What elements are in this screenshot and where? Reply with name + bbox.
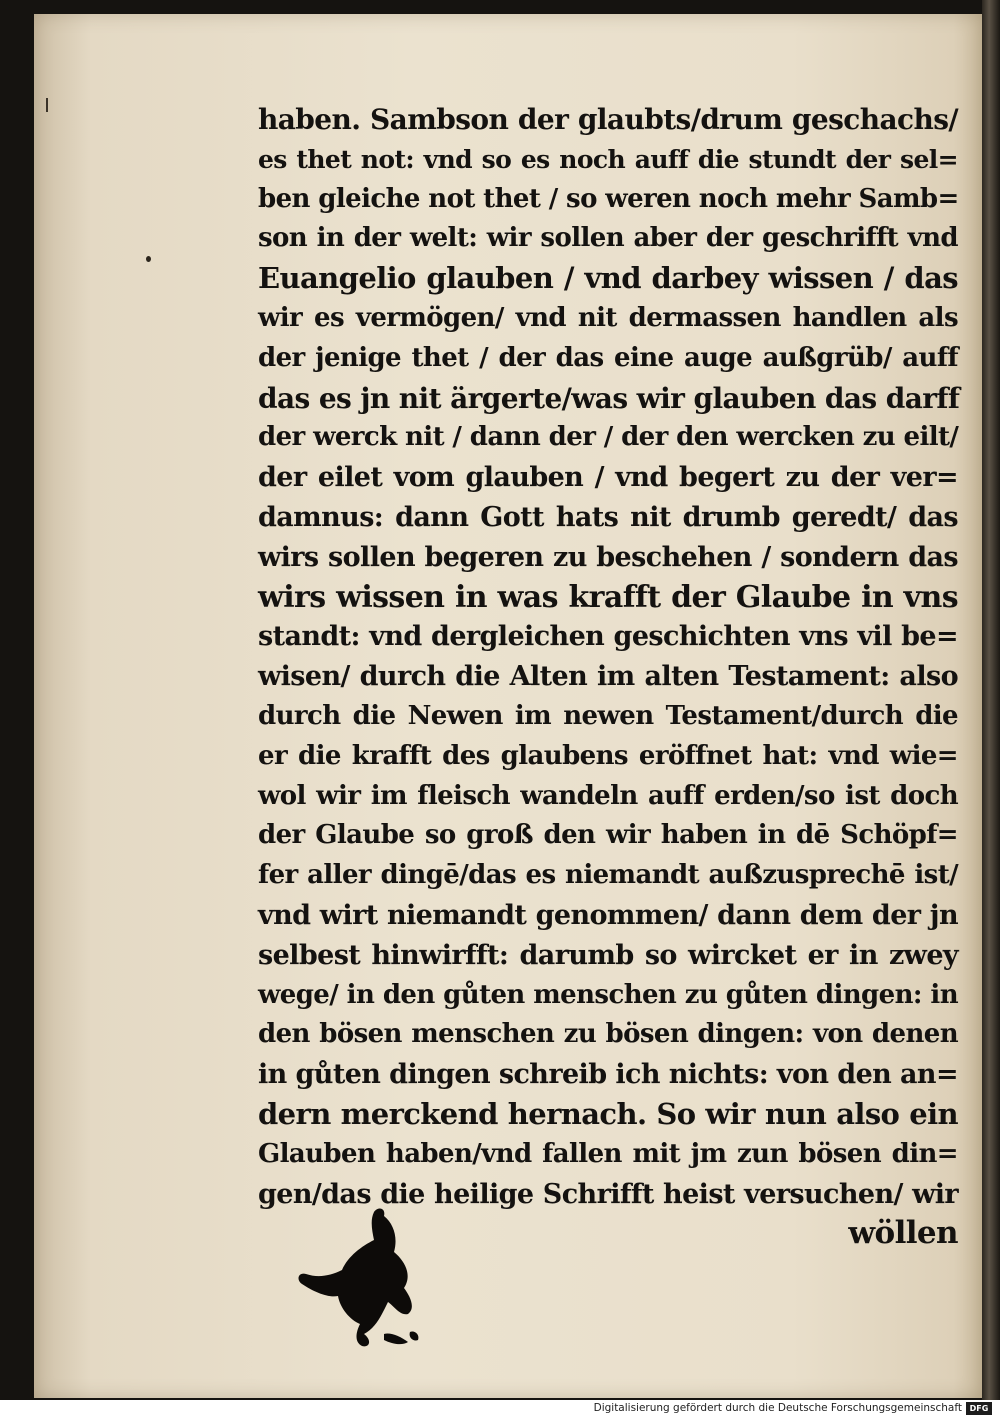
text-line: der werck nit / dann der / der den wercken zu eilt/ <box>258 422 959 453</box>
text-line: den bösen menschen zu bösen dingen: von denen <box>258 1019 958 1050</box>
text-line: es thet not: vnd so es noch auff die stundt der sel= <box>258 144 958 174</box>
text-line: der eilet vom glauben / vnd begert zu der ver= <box>258 462 958 494</box>
text-line: fer aller dingē/das es niemandt außzusprechē ist/ <box>258 860 958 891</box>
text-line: vnd wirt niemandt genommen/ dann dem der jn <box>258 899 958 931</box>
text-line: wirs sollen begeren zu beschehen / sondern das <box>258 541 958 573</box>
dfg-logo: DFG <box>966 1402 992 1415</box>
text-line: wir es vermögen/ vnd nit dermassen handlen als <box>258 302 958 333</box>
text-line: der Glaube so groß den wir haben in dē Schöpf= <box>258 820 958 851</box>
text-line: das es jn nit ärgerte/was wir glauben das darff <box>258 381 960 415</box>
text-line: wege/ in den gůten menschen zu gůten dingen: in <box>258 979 958 1010</box>
paper-mark <box>146 256 151 262</box>
text-line: der jenige thet / der das eine auge außgrüb/ auff <box>258 342 958 373</box>
paper-mark <box>46 98 48 112</box>
text-line: er die krafft des glaubens eröffnet hat: vnd wie= <box>258 740 958 771</box>
ink-blot-ornament <box>290 1204 450 1354</box>
text-line: wisen/ durch die Alten im alten Testament: also <box>258 661 958 693</box>
text-line: Glauben haben/vnd fallen mit jm zun bösen din= <box>258 1138 958 1169</box>
digitization-footer <box>0 1400 1000 1419</box>
book-edge <box>982 0 1000 1400</box>
text-line: dern merckend hernach. So wir nun also ein <box>258 1096 958 1131</box>
text-line: haben. Sambson der glaubts/drum geschachs/ <box>258 103 958 136</box>
text-line: ben gleiche not thet / so weren noch mehr Samb= <box>258 183 959 214</box>
main-text-block <box>258 100 958 1254</box>
funding-credit: Digitalisierung gefördert durch die Deutsche Forschungsgemeinschaft <box>593 1402 962 1414</box>
text-line: gen/das die heilige Schrifft heist versuchen/ wir <box>258 1178 958 1210</box>
text-line: son in der welt: wir sollen aber der geschrifft vnd <box>258 223 958 254</box>
text-line: durch die Newen im newen Testament/durch die <box>258 700 958 731</box>
catchword: wöllen <box>848 1215 958 1252</box>
text-line: wirs wissen in was krafft der Glaube in vns <box>258 579 958 615</box>
text-line: wol wir im fleisch wandeln auff erden/so ist doch <box>258 780 958 811</box>
text-line: selbest hinwirfft: darumb so wircket er in zwey <box>258 939 958 971</box>
text-line: damnus: dann Gott hats nit drumb geredt/ das <box>258 501 958 533</box>
text-line: Euangelio glauben / vnd darbey wissen / das <box>258 261 958 296</box>
text-line: in gůten dingen schreib ich nichts: von den an= <box>258 1059 958 1091</box>
text-line: standt: vnd dergleichen geschichten vns vil be= <box>258 621 958 653</box>
